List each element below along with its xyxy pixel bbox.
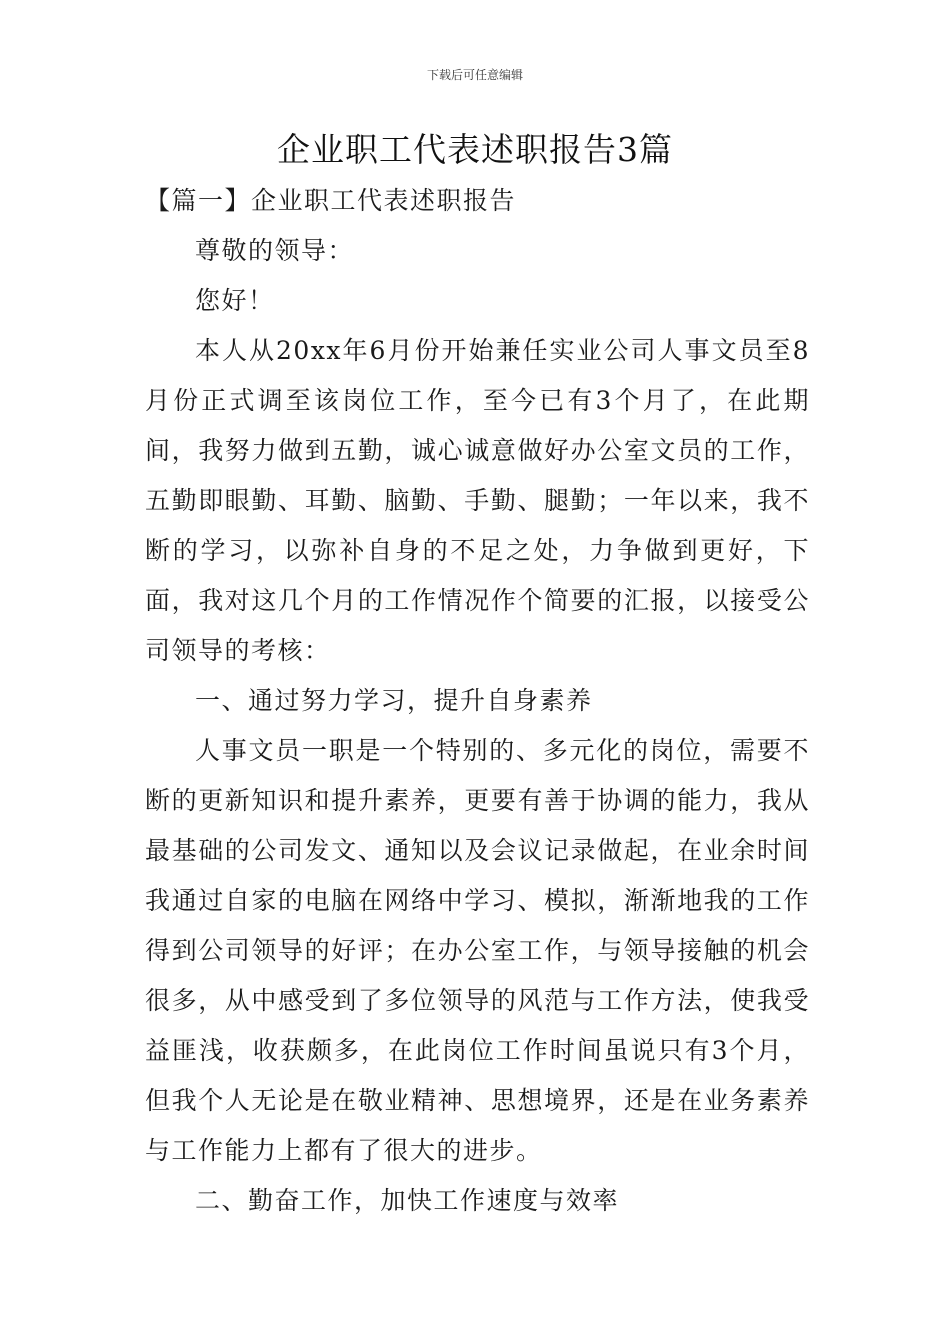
document-body	[145, 176, 810, 1226]
header-note: 下载后可任意编辑	[426, 68, 523, 82]
intro-paragraph: 本人从20xx年6月份开始兼任实业公司人事文员至8月份正式调至该岗位工作，至今已有3个月了，在此期间，我努力做到五勤，诚心诚意做好办公室文员的工作，五勤即眼勤、耳勤、脑勤、手勤、腿勤；一年以来，我不断的学习，以弥补自身的不足之处，力争做到更好，下面，我对这几个月的工作情况作个简要的汇报，以接受公司领导的考核：	[145, 336, 810, 665]
subheading-1: 一、通过努力学习，提升自身素养	[195, 686, 593, 715]
body-paragraph-1: 人事文员一职是一个特别的、多元化的岗位，需要不断的更新知识和提升素养，更要有善于协调的能力，我从最基础的公司发文、通知以及会议记录做起，在业余时间我通过自家的电脑在网络中学习、模拟，渐渐地我的工作得到公司领导的好评；在办公室工作，与领导接触的机会很多，从中感受到了多位领导的风范与工作方法，使我受益匪浅，收获颇多，在此岗位工作时间虽说只有3个月，但我个人无论是在敬业精神、思想境界，还是在业务素养与工作能力上都有了很大的进步。	[145, 736, 810, 1165]
section-heading: 【篇一】企业职工代表述职报告	[145, 186, 517, 215]
document-title: 企业职工代表述职报告3篇	[277, 130, 673, 169]
greeting: 您好！	[195, 286, 275, 315]
salutation: 尊敬的领导：	[195, 236, 355, 265]
subheading-2: 二、勤奋工作，加快工作速度与效率	[195, 1186, 620, 1215]
